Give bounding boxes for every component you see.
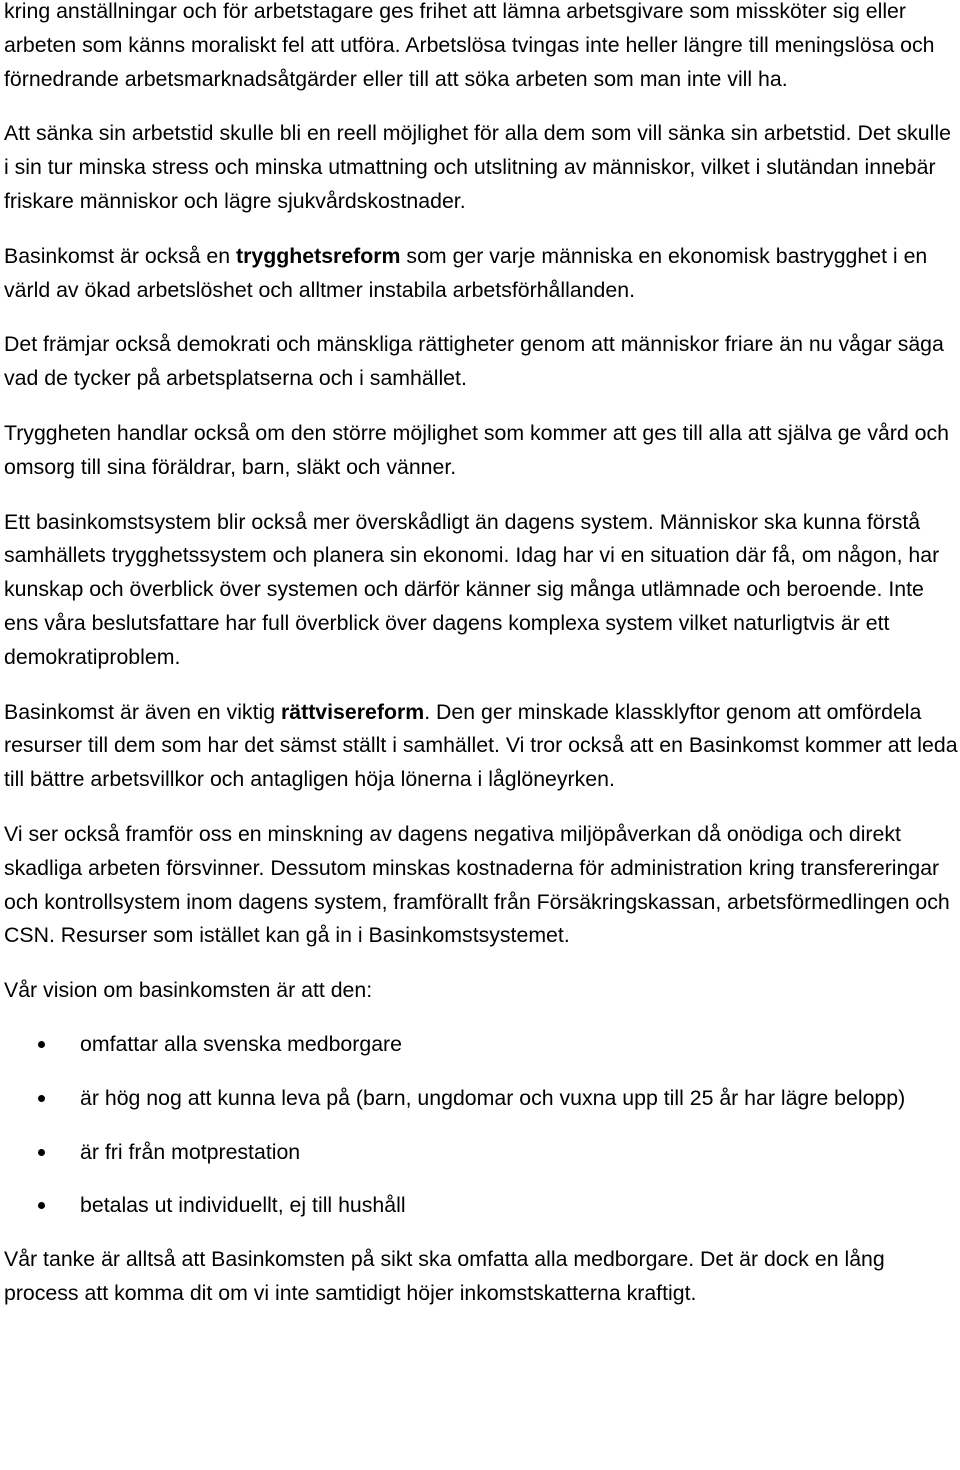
bold-term-rattvisereform: rättvisereform — [280, 699, 425, 724]
bullet-icon — [38, 1202, 45, 1209]
list-item — [4, 1136, 960, 1170]
list-item — [4, 1028, 960, 1062]
paragraph-security-reform — [4, 240, 960, 308]
vision-intro: Vår vision om basinkomsten är att den: — [4, 978, 373, 1003]
bullet-icon — [38, 1041, 45, 1048]
paragraph-environment: Vi ser också framför oss en minskning av dagens negativa miljöpåverkan då onödiga och direkt skadliga arbeten försvinner. Dessutom minskas kostnaderna för administration kring transfereringar och kontrollsystem inom dagens system, framförallt från Försäkringskassan, arbetsförmedlingen och CSN. Resurser som istället kan gå in i Basinkomstsystemet. — [4, 821, 950, 948]
list-item-text: omfattar alla svenska medborgare — [80, 1031, 402, 1056]
paragraph-transparency: Ett basinkomstsystem blir också mer överskådligt än dagens system. Människor ska kunna förstå samhällets trygghetssystem och planera sin ekonomi. Idag har vi en situation där få, om någon, har kunskap och överblick över systemen och därför känner sig många utlämnade och beroende. Inte ens våra beslutsfattare har full överblick över dagens komplexa system vilket naturligtvis är ett demokratiproblem. — [4, 509, 940, 669]
paragraph-justice-reform — [4, 696, 960, 797]
text-run: . Den ger minskade klassklyftor genom att omfördela resurser till dem som har det sämst ställt i samhället. Vi tror också att en Basinkomst kommer att leda till bättre arbetsvillkor och antagligen höja lönerna i låglöneyrken. — [4, 699, 958, 792]
bold-term-trygghetsreform: trygghetsreform — [236, 243, 401, 268]
bullet-icon — [38, 1095, 45, 1102]
list-item-text: betalas ut individuellt, ej till hushåll — [80, 1193, 406, 1218]
paragraph-democracy: Det främjar också demokrati och mänskliga rättigheter genom att människor friare än nu vågar säga vad de tycker på arbetsplatserna och i samhället. — [4, 332, 944, 391]
text-run: Basinkomst är även en viktig — [4, 699, 281, 724]
paragraph-work-freedom: kring anställningar och för arbetstagare ges frihet att lämna arbetsgivare som missköter sig eller arbeten som känns moraliskt fel att utföra. Arbetslösa tvingas inte heller längre till meningslösa och förnedrande arbetsmarknadsåtgärder eller till att söka arbeten som man inte vill ha. — [4, 0, 935, 91]
list-item-text: är fri från motprestation — [80, 1139, 301, 1164]
text-run: Basinkomst är också en — [4, 243, 236, 268]
list-item — [4, 1189, 960, 1223]
paragraph-closing: Vår tanke är alltså att Basinkomsten på sikt ska omfatta alla medborgare. Det är dock en lång process att komma dit om vi inte samtidigt höjer inkomstskatterna kraftigt. — [4, 1247, 885, 1305]
list-item-text: är hög nog att kunna leva på (barn, ungdomar och vuxna upp till 25 år har lägre belopp) — [80, 1085, 906, 1110]
document-body — [4, 0, 960, 1332]
vision-list — [4, 1028, 960, 1223]
list-item — [4, 1082, 960, 1116]
bullet-icon — [38, 1149, 45, 1156]
text-run: som ger varje människa en ekonomisk bastrygghet i en värld av ökad arbetslöshet och alltmer instabila arbetsförhållanden. — [4, 243, 928, 302]
paragraph-working-time: Att sänka sin arbetstid skulle bli en reell möjlighet för alla dem som vill sänka sin arbetstid. Det skulle i sin tur minska stress och minska utmattning och utslitning av människor, vilket i slutändan innebär friskare människor och lägre sjukvårdskostnader. — [4, 121, 951, 213]
paragraph-care: Tryggheten handlar också om den större möjlighet som kommer att ges till alla att själva ge vård och omsorg till sina föräldrar, barn, släkt och vänner. — [4, 420, 949, 479]
